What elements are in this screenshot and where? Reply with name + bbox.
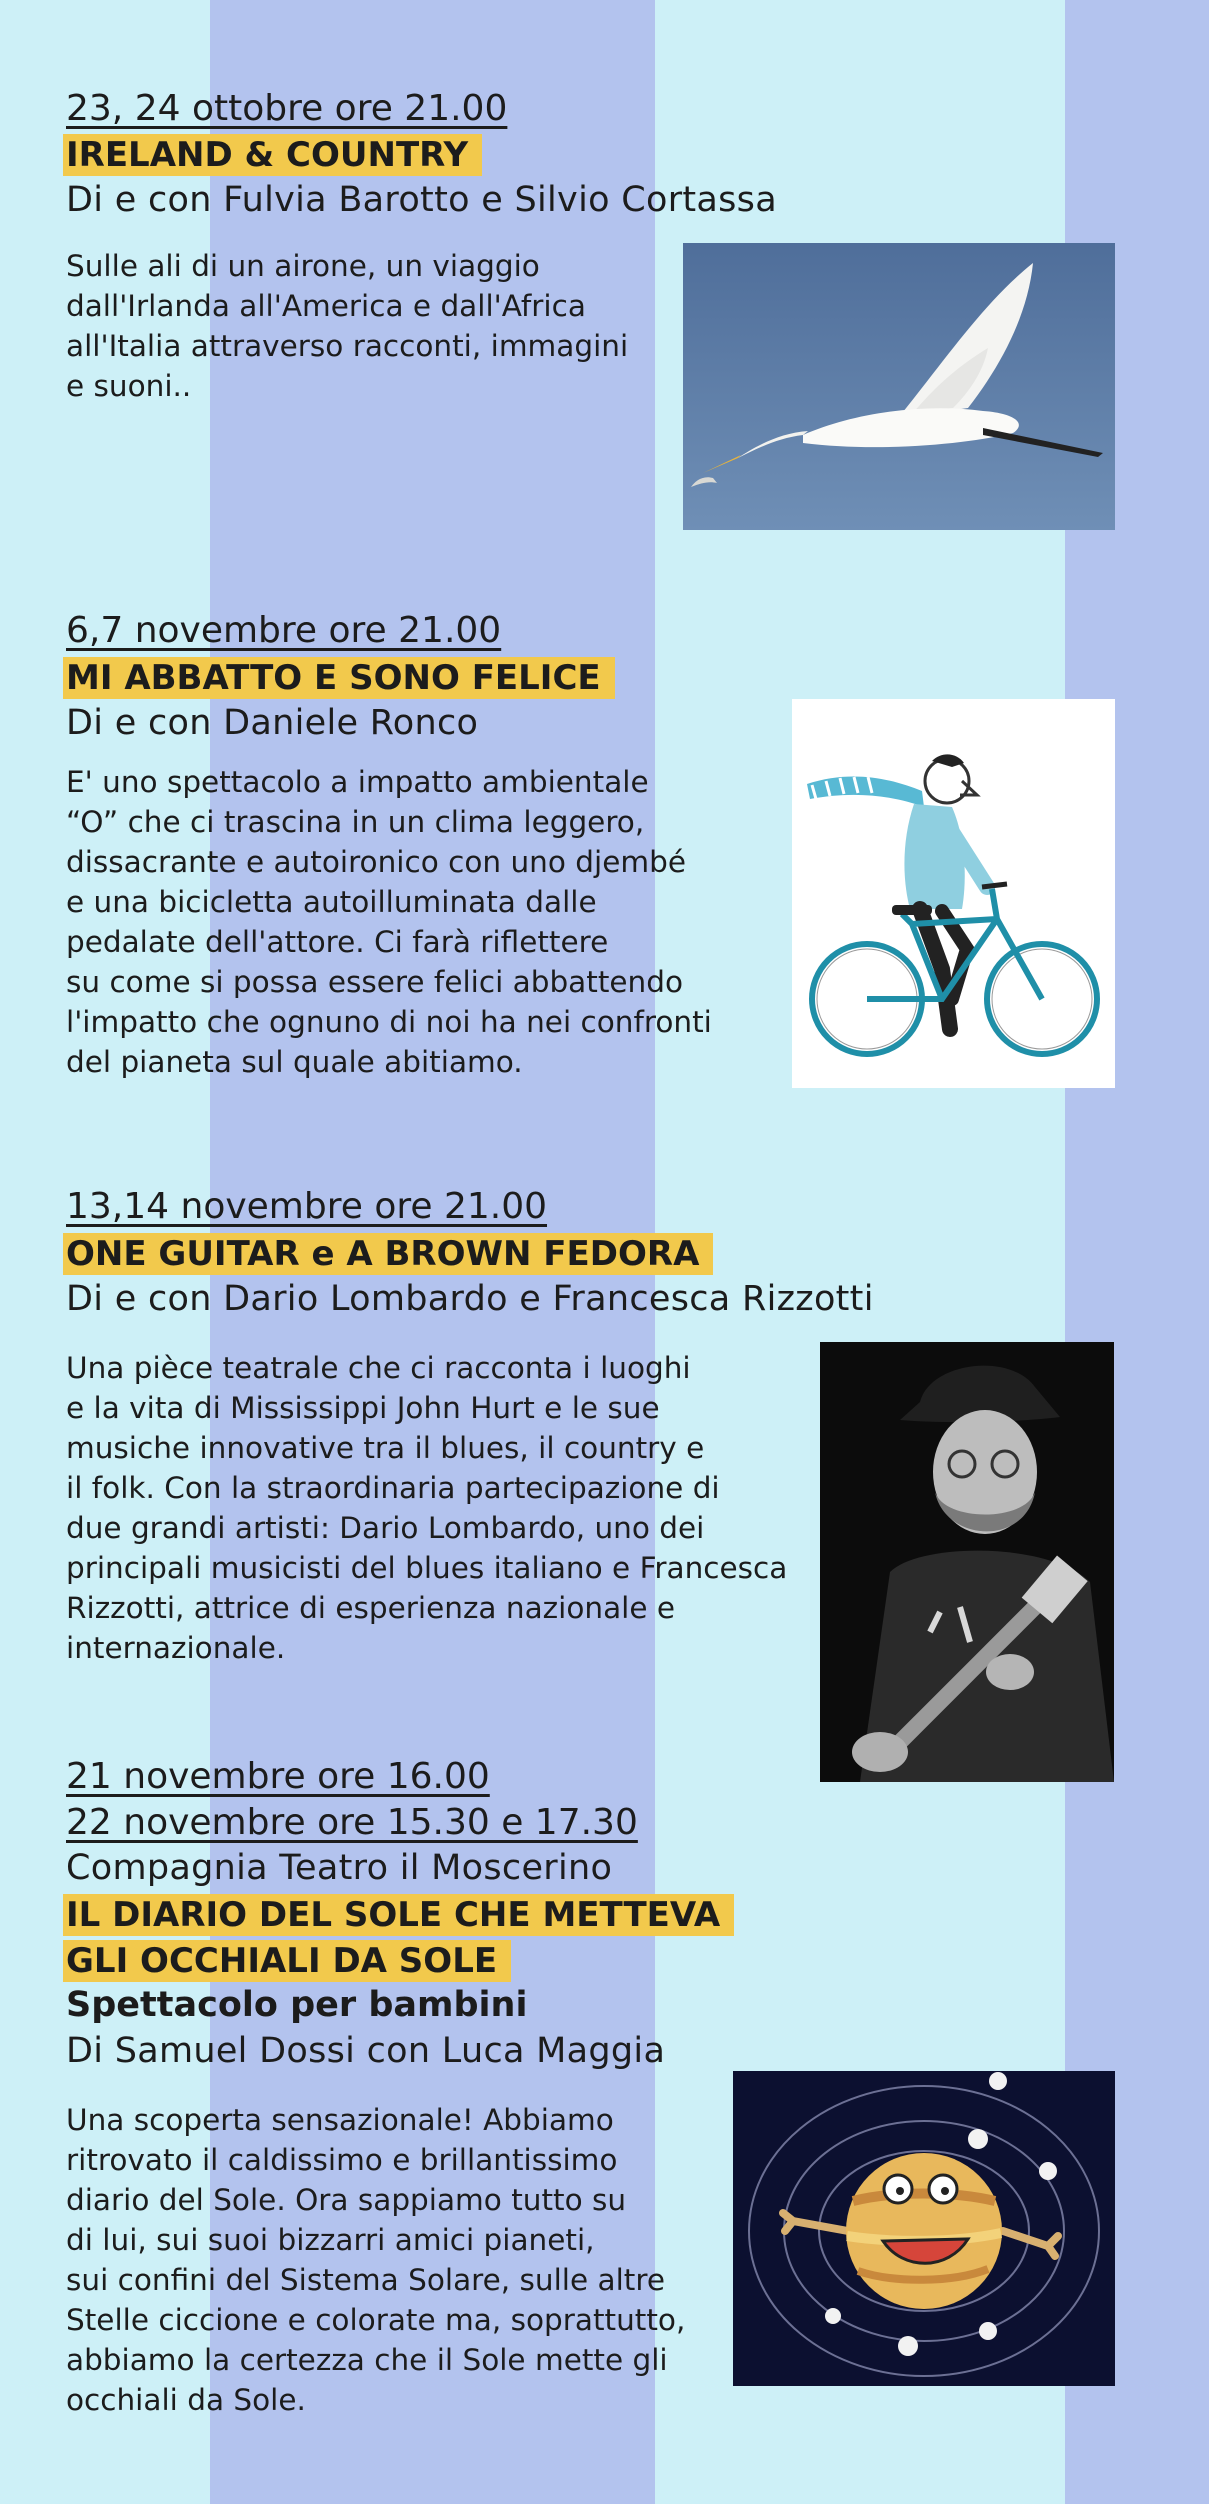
event-date: 21 novembre ore 16.00: [66, 1756, 490, 1797]
event-credit: Di e con Daniele Ronco: [66, 703, 479, 743]
description-line: Una pièce teatrale che ci racconta i luoghi: [66, 1351, 691, 1385]
description-line: E' uno spettacolo a impatto ambientale: [66, 765, 649, 799]
event-date: 6,7 novembre ore 21.00: [66, 610, 502, 651]
event-title: ONE GUITAR e A BROWN FEDORA: [63, 1233, 713, 1275]
event-title: IRELAND & COUNTRY: [63, 134, 482, 176]
description-line: del pianeta sul quale abitiamo.: [66, 1045, 523, 1079]
event-company: Compagnia Teatro il Moscerino: [66, 1848, 613, 1888]
event-description: [66, 246, 628, 406]
description-line: principali musicisti del blues italiano e Francesca: [66, 1551, 788, 1585]
description-line: pedalate dell'attore. Ci farà riflettere: [66, 925, 609, 959]
description-line: abbiamo la certezza che il Sole mette gli: [66, 2343, 668, 2377]
description-line: due grandi artisti: Dario Lombardo, uno dei: [66, 1511, 705, 1545]
description-line: e suoni..: [66, 369, 192, 403]
description-line: Rizzotti, attrice di esperienza nazionale e: [66, 1591, 676, 1625]
event-credit: Di Samuel Dossi con Luca Maggia: [66, 2031, 666, 2071]
description-line: Sulle ali di un airone, un viaggio: [66, 249, 540, 283]
sun-illustration: [733, 2071, 1115, 2386]
event-title: MI ABBATTO E SONO FELICE: [63, 657, 615, 699]
event-credit: Di e con Fulvia Barotto e Silvio Cortassa: [66, 180, 777, 220]
description-line: e una bicicletta autoilluminata dalle: [66, 885, 597, 919]
event-title: GLI OCCHIALI DA SOLE: [63, 1940, 511, 1982]
description-line: Una scoperta sensazionale! Abbiamo: [66, 2103, 614, 2137]
event-description: [66, 1348, 787, 1668]
description-line: internazionale.: [66, 1631, 286, 1665]
event-date: 13,14 novembre ore 21.00: [66, 1186, 548, 1227]
description-line: l'impatto che ognuno di noi ha nei confronti: [66, 1005, 712, 1039]
description-line: su come si possa essere felici abbattendo: [66, 965, 684, 999]
description-line: il folk. Con la straordinaria partecipazione di: [66, 1471, 720, 1505]
description-line: “O” che ci trascina in un clima leggero,: [66, 805, 645, 839]
description-line: occhiali da Sole.: [66, 2383, 306, 2417]
description-line: dall'Irlanda all'America e dall'Africa: [66, 289, 586, 323]
description-line: diario del Sole. Ora sappiamo tutto su: [66, 2183, 627, 2217]
event-date: 22 novembre ore 15.30 e 17.30: [66, 1802, 638, 1843]
event-credit: Di e con Dario Lombardo e Francesca Rizzotti: [66, 1279, 874, 1319]
description-line: all'Italia attraverso racconti, immagini: [66, 329, 629, 363]
event-date: 23, 24 ottobre ore 21.00: [66, 88, 508, 129]
description-line: ritrovato il caldissimo e brillantissimo: [66, 2143, 618, 2177]
event-description: [66, 762, 712, 1082]
event-description: [66, 2100, 685, 2420]
heron-image: [683, 243, 1115, 530]
description-line: Stelle ciccione e colorate ma, soprattutto,: [66, 2303, 686, 2337]
description-line: dissacrante e autoironico con uno djembé: [66, 845, 686, 879]
description-line: di lui, sui suoi bizzarri amici pianeti,: [66, 2223, 595, 2257]
cyclist-image: [792, 699, 1115, 1088]
event-title: IL DIARIO DEL SOLE CHE METTEVA: [63, 1894, 734, 1936]
description-line: e la vita di Mississippi John Hurt e le sue: [66, 1391, 660, 1425]
description-line: musiche innovative tra il blues, il country e: [66, 1431, 705, 1465]
description-line: sui confini del Sistema Solare, sulle altre: [66, 2263, 665, 2297]
musician-photo: [820, 1342, 1114, 1782]
event-subtitle: Spettacolo per bambini: [66, 1985, 528, 2025]
